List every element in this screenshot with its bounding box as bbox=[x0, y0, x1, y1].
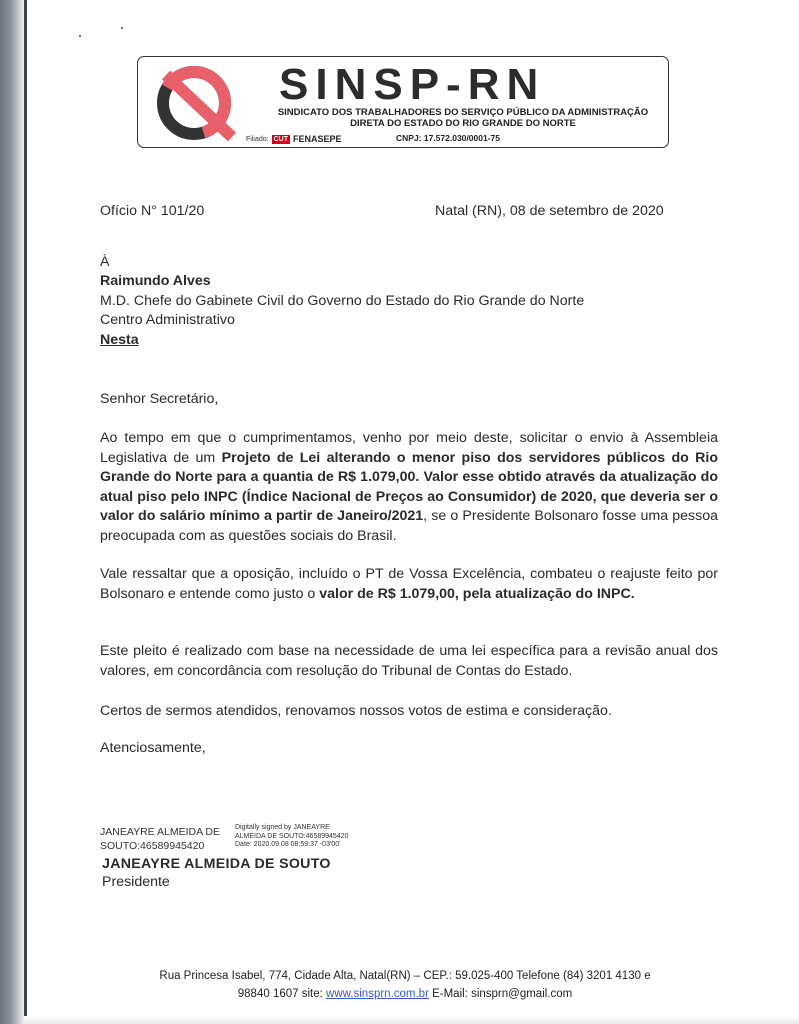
closing: Atenciosamente, bbox=[100, 740, 206, 756]
paragraph-request-text2: , se o Presidente Bolsonaro fosse uma pessoa preocupada com as questões sociais do Brasil. bbox=[100, 508, 718, 544]
office-number: Ofício N° 101/20 bbox=[100, 203, 205, 219]
fenasepe-label: FENASEPE bbox=[292, 134, 342, 144]
affiliation-prefix: Filiado: bbox=[246, 135, 269, 143]
paragraph-basis: Este pleito é realizado com base na necessidade de uma lei específica para a revisão anual dos valores, em concordância com resolução do Tribunal de Contas do Estado. bbox=[100, 643, 718, 679]
signer-role: Presidente bbox=[102, 874, 170, 890]
paragraph-opposition bbox=[100, 565, 718, 604]
signer-name: JANEAYRE ALMEIDA DE SOUTO bbox=[102, 856, 331, 872]
footer-address: Rua Princesa Isabel, 774, Cidade Alta, Natal(RN) – CEP.: 59.025-400 Telefone (84) 3201 4130 e bbox=[159, 970, 651, 982]
footer-website-link[interactable]: www.sinsprn.com.br bbox=[326, 988, 429, 1000]
union-name-line2: DIRETA DO ESTADO DO RIO GRANDE DO NORTE bbox=[350, 118, 576, 129]
recipient-title: M.D. Chefe do Gabinete Civil do Governo do Estado do Rio Grande do Norte bbox=[100, 293, 585, 309]
recipient-location: Centro Administrativo bbox=[100, 312, 235, 328]
paragraph-closing-wishes: Certos de sermos atendidos, renovamos nossos votos de estima e consideração. bbox=[100, 703, 612, 719]
footer-phone: 98840 1607 site: bbox=[237, 988, 327, 1000]
union-full-name bbox=[273, 107, 653, 129]
scan-speck bbox=[79, 35, 81, 37]
paragraph-opposition-bold: valor de R$ 1.079,00, pela atualização do INPC. bbox=[319, 585, 635, 602]
recipient-nesta: Nesta bbox=[100, 332, 139, 348]
footer-contact bbox=[110, 985, 700, 1003]
letter-date: Natal (RN), 08 de setembro de 2020 bbox=[435, 203, 664, 219]
digital-signature-line2: ALMEIDA DE SOUTO:46589945420 bbox=[235, 832, 349, 840]
scan-speck bbox=[121, 27, 123, 29]
greeting: Senhor Secretário, bbox=[100, 391, 219, 407]
scan-left-edge bbox=[0, 0, 24, 1024]
union-acronym: SINSP-RN bbox=[279, 60, 546, 109]
digital-signature-line1: Digitally signed by JANEAYRE bbox=[235, 824, 330, 831]
cut-logo: CUT bbox=[273, 135, 288, 143]
recipient-salutation: À bbox=[100, 254, 110, 270]
union-name-line1: SINDICATO DOS TRABALHADORES DO SERVIÇO PÚBLICO DA ADMINISTRAÇÃO bbox=[277, 107, 649, 118]
paragraph-request bbox=[100, 429, 718, 546]
page-bottom-shadow bbox=[24, 1016, 799, 1024]
digital-signature-line3: Date: 2020.09.08 08:59:37 -03'00' bbox=[235, 841, 341, 849]
affiliation bbox=[246, 134, 341, 144]
page-edge-line bbox=[24, 0, 27, 1024]
footer-email: E-Mail: sinsprn@gmail.com bbox=[428, 988, 573, 1000]
signature-cert-line2: SOUTO:46589945420 bbox=[100, 840, 205, 852]
digital-signature-name bbox=[100, 825, 230, 853]
paragraph-request-bold: Projeto de Lei alterando o menor piso dos servidores públicos do Rio Grande do Norte para a quantia de R$ 1.079,00. Valor esse obtido através da atualização do atual piso pelo INPC (Índice Nacional de Preços ao Consumidor) de 2020, que deveria ser o valor do salário mínimo a partir de Janeiro/2021 bbox=[100, 449, 719, 524]
signature-cert-line1: JANEAYRE ALMEIDA DE bbox=[100, 826, 221, 838]
paragraph-opposition-text: Vale ressaltar que a oposição, incluído o PT de Vossa Excelência, combateu o reajuste feito por Bolsonaro e entende como justo o bbox=[100, 566, 718, 602]
recipient-name: Raimundo Alves bbox=[100, 273, 211, 289]
cnpj-number: CNPJ: 17.572.030/0001-75 bbox=[396, 133, 500, 143]
digital-signature-details bbox=[235, 824, 365, 850]
union-logo-icon bbox=[152, 65, 242, 143]
paragraph-request-text1: Ao tempo em que o cumprimentamos, venho por meio deste, solicitar o envio à Assembleia Legislativa de um bbox=[100, 430, 718, 466]
letterhead bbox=[137, 56, 669, 148]
